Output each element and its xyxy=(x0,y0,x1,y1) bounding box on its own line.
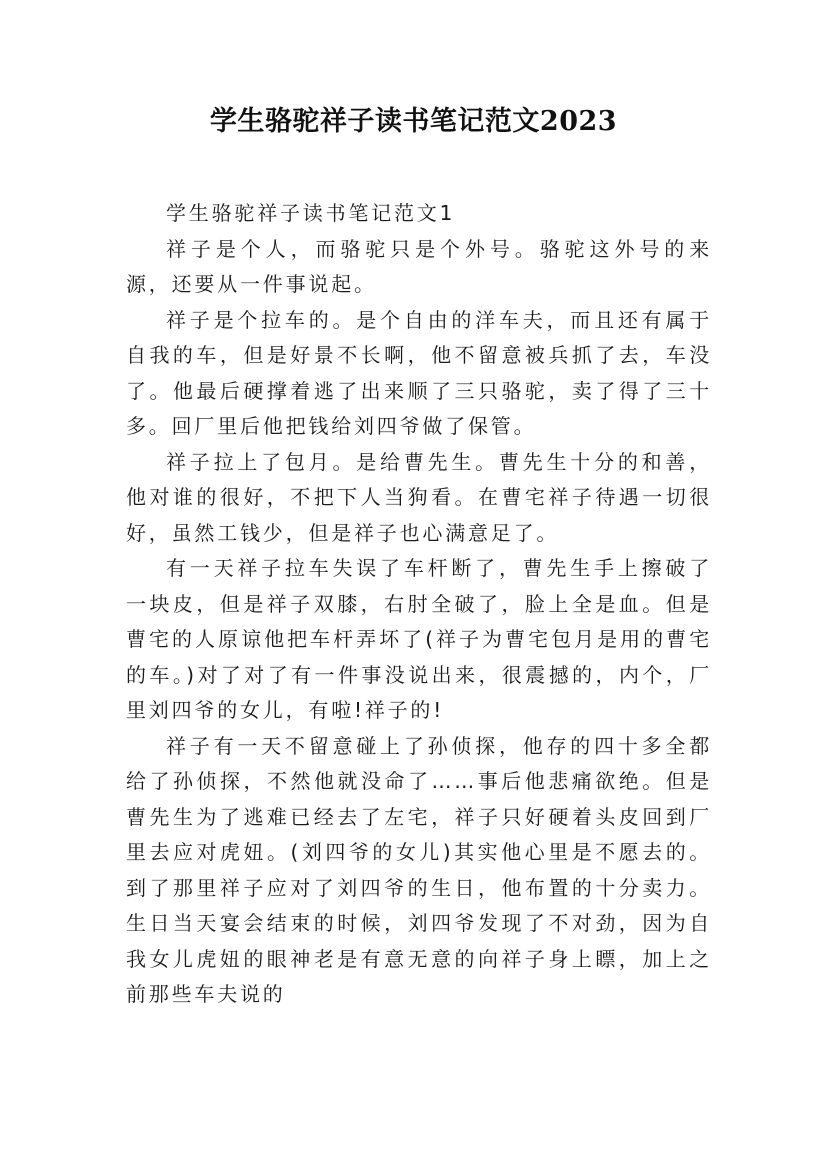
paragraph: 有一天祥子拉车失误了车杆断了，曹先生手上擦破了一块皮，但是祥子双膝，右肘全破了，脸上全是血。但是曹宅的人原谅他把车杆弄坏了(祥子为曹宅包月是用的曹宅的车。)对了对了有一件事没说出来，很震撼的，内个，厂里刘四爷的女儿，有啦!祥子的! xyxy=(126,556,712,722)
paragraph: 祥子是个拉车的。是个自由的洋车夫，而且还有属于自我的车，但是好景不长啊，他不留意被兵抓了去，车没了。他最后硬撑着逃了出来顺了三只骆驼，卖了得了三十多。回厂里后他把钱给刘四爷做了保管。 xyxy=(126,307,712,438)
paragraph: 祥子有一天不留意碰上了孙侦探，他存的四十多全都给了孙侦探，不然他就没命了……事后他悲痛欲绝。但是曹先生为了逃难已经去了左宅，祥子只好硬着头皮回到厂里去应对虎妞。(刘四爷的女儿)其实他心里是不愿去的。到了那里祥子应对了刘四爷的生日，他布置的十分卖力。生日当天宴会结束的时候，刘四爷发现了不对劲，因为自我女儿虎妞的眼神老是有意无意的向祥子身上瞟，加上之前那些车夫说的 xyxy=(126,733,712,1006)
paragraph: 祥子是个人，而骆驼只是个外号。骆驼这外号的来源，还要从一件事说起。 xyxy=(126,236,712,296)
section-subheading: 学生骆驼祥子读书笔记范文1 xyxy=(166,201,456,225)
document-title: 学生骆驼祥子读书笔记范文2023 xyxy=(209,106,618,137)
document-body xyxy=(126,196,712,1013)
paragraph: 祥子拉上了包月。是给曹先生。曹先生十分的和善，他对谁的很好，不把下人当狗看。在曹宅祥子待遇一切很好，虽然工钱少，但是祥子也心满意足了。 xyxy=(126,449,712,545)
